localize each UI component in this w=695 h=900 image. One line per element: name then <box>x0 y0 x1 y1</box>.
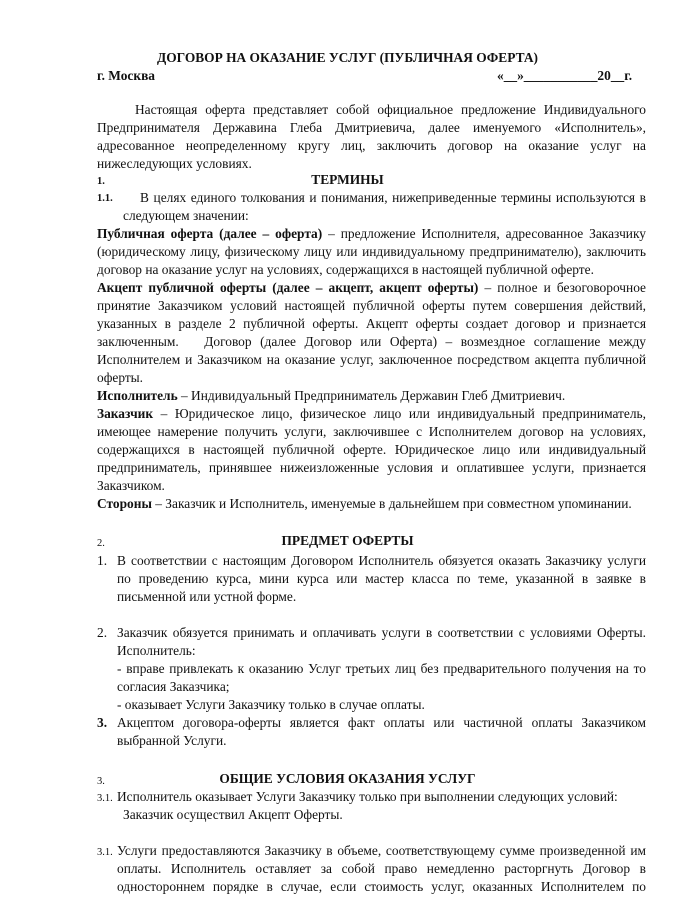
customer-line: содержащихся в настоящей публичной оферте. Юридическое лицо или индивидуальный <box>97 442 646 457</box>
executor-text: – Индивидуальный Предприниматель Державин Глеб Дмитриевич. <box>177 388 566 403</box>
item-3-1-line: Заказчик осуществил Акцепт Оферты. <box>123 807 343 822</box>
customer-definition <box>97 405 646 423</box>
item-2-3-line: выбранной Услуги. <box>117 733 227 748</box>
item-2-1-number: 1. <box>97 553 108 568</box>
item-1-1-line: В целях единого толкования и понимания, нижеприведенные термины используются в <box>140 190 646 205</box>
item-1-1-number: 1.1. <box>97 193 113 204</box>
acceptance-line: Исполнителем и Заказчиком на оказание услуг, заключенное посредством акцепта публичной <box>97 352 646 367</box>
acceptance-text: – полное и безоговорочное <box>478 280 647 295</box>
item-2-2-line: согласия Заказчика; <box>117 679 230 694</box>
item-2-1-line: В соответствии с настоящим Договором Исполнитель обязуется оказать Заказчику услуги <box>117 553 646 568</box>
item-2-2-line: Исполнитель: <box>117 643 196 658</box>
customer-line: Заказчиком. <box>97 478 165 493</box>
section-3-number: 3. <box>97 776 105 787</box>
item-2-3-line: Акцептом договора-оферты является факт оплаты или частичной оплаты Заказчиком <box>117 715 646 730</box>
executor-term: Исполнитель <box>97 388 178 403</box>
item-3-2-line: Услуги предоставляются Заказчику в объеме, соответствующему сумме произведенной им <box>117 843 646 858</box>
city-label: г. Москва <box>97 68 156 83</box>
parties-term: Стороны <box>97 496 152 511</box>
date-line: «__»___________20__г. <box>497 68 633 83</box>
acceptance-line: принятие Заказчиком условий настоящей публичной оферты путем совершения действий, <box>97 298 646 313</box>
acceptance-line: заключенным. Договор (далее Договор или Оферта) – возмездное соглашение между <box>97 334 646 349</box>
item-3-2-line: одностороннем порядке в случае, если стоимость услуг, оказанных Исполнителем по <box>117 879 646 894</box>
document-title: ДОГОВОР НА ОКАЗАНИЕ УСЛУГ (ПУБЛИЧНАЯ ОФЕРТА) <box>157 50 538 65</box>
section-1-title: ТЕРМИНЫ <box>311 172 384 187</box>
intro-line: Настоящая оферта представляет собой официальное предложение Индивидуального <box>135 102 646 117</box>
section-3-title: ОБЩИЕ УСЛОВИЯ ОКАЗАНИЯ УСЛУГ <box>219 771 476 786</box>
item-2-2-line: - оказывает Услуги Заказчику только в случае оплаты. <box>117 697 425 712</box>
section-2-number: 2. <box>97 538 105 549</box>
parties-text: – Заказчик и Исполнитель, именуемые в дальнейшем при совместном упоминании. <box>151 496 632 511</box>
item-2-1-line: по проведению курса, мини курса или мастер класса по теме, указанной в заявке в <box>117 571 646 586</box>
customer-line: имеющее намерение получить услуги, заключившее с Исполнителем договор на условиях, <box>97 424 646 439</box>
item-3-2-number: 3.1. <box>97 847 113 858</box>
public-offer-text: – предложение Исполнителя, адресованное Заказчику <box>322 226 646 241</box>
item-1-1-line: следующем значении: <box>123 208 249 223</box>
item-2-3-number: 3. <box>97 715 108 730</box>
parties-definition <box>97 495 632 513</box>
customer-term: Заказчик <box>97 406 154 421</box>
customer-line: предприниматель, принявшее нижеизложенные условия и оплатившее услуги, признается <box>97 460 646 475</box>
acceptance-line: оферты. <box>97 370 144 385</box>
intro-line: адресованное неопределенному кругу лиц, заключить договор на оказание услуг на <box>97 138 646 153</box>
public-offer-definition <box>97 225 646 243</box>
acceptance-line: указанных в разделе 2 публичной оферты. Акцепт оферты создает договор и признается <box>97 316 646 331</box>
acceptance-term: Акцепт публичной оферты (далее – акцепт, акцепт оферты) <box>97 280 479 295</box>
section-2-title: ПРЕДМЕТ ОФЕРТЫ <box>281 533 414 548</box>
intro-line: нижеследующих условиях. <box>97 156 252 171</box>
public-offer-term: Публичная оферта (далее – оферта) <box>97 226 323 241</box>
item-2-2-line: - вправе привлекать к оказанию Услуг третьих лиц без предварительного получения на то <box>117 661 646 676</box>
item-2-1-line: письменной или устной форме. <box>117 589 297 604</box>
item-3-1-line: Исполнитель оказывает Услуги Заказчику только при выполнении следующих условий: <box>117 789 618 804</box>
section-1-number: 1. <box>97 176 105 187</box>
item-2-2-line: Заказчик обязуется принимать и оплачивать услуги в соответствии с условиями Оферты. <box>117 625 646 640</box>
item-3-2-line: оплаты. Исполнитель оставляет за собой право немедленно расторгнуть Договор в <box>117 861 646 876</box>
public-offer-line: договор на оказание услуг на условиях, содержащихся в настоящей публичной оферте. <box>97 262 594 277</box>
executor-definition <box>97 387 565 405</box>
intro-line: Предпринимателя Державина Глеба Дмитриевича, далее именуемого «Исполнитель», <box>97 120 646 135</box>
item-2-2-number: 2. <box>97 625 108 640</box>
acceptance-definition <box>97 279 646 297</box>
customer-text: – Юридическое лицо, физическое лицо или индивидуальный предприниматель, <box>153 406 646 421</box>
item-3-1-number: 3.1. <box>97 793 113 804</box>
public-offer-line: (юридическому лицу, физическому лицу или индивидуальному предпринимателю), заключить <box>97 244 646 259</box>
